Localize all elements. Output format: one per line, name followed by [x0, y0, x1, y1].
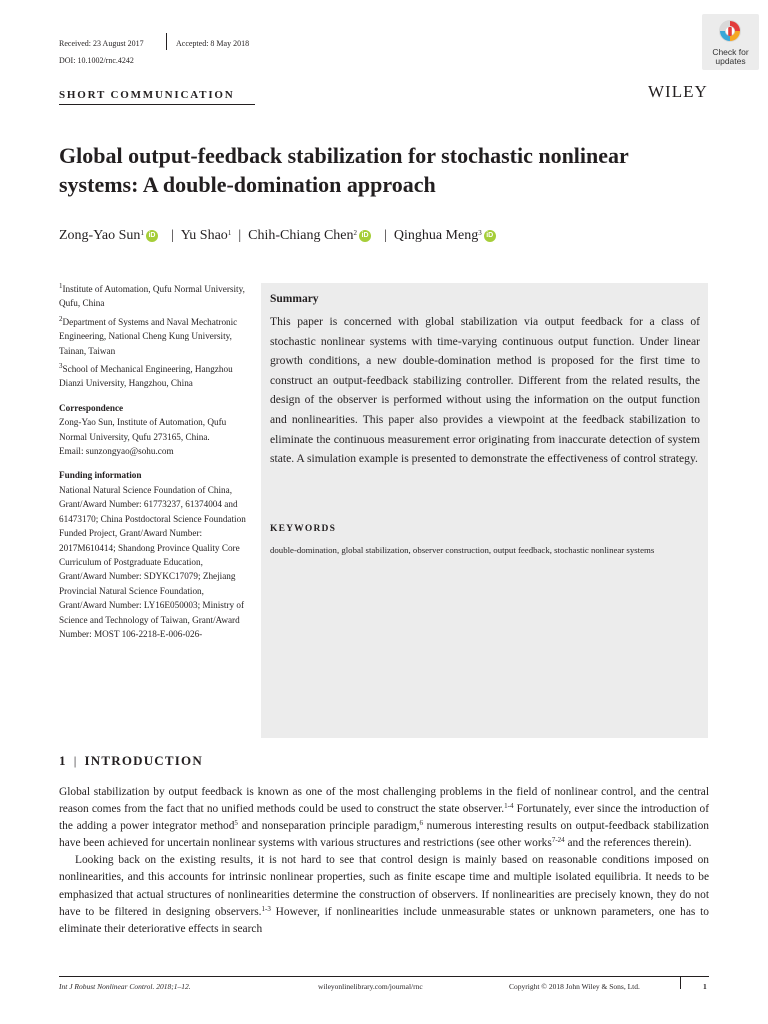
funding-heading: Funding information — [59, 470, 142, 481]
publisher-logo: WILEY — [648, 82, 708, 101]
citation[interactable]: 5 — [234, 819, 238, 828]
paragraph: Global stabilization by output feedback is known as one of the most challenging problems in the field of nonlinear control, and the central reason comes from the fact that no unified methods could be used to construct the state observer.$^{1-4}$ Fortunately, ever since the introduction of the adding a power integrator method$^5$ and nonseparation principle paradigm,$^6$ numerous interesting results on output-feedback stabilization have been achieved for uncertain nonlinear systems with various structures and restrictions (see other works$^{7-24}$ and the references therein). — [59, 786, 710, 850]
correspondence-heading: Correspondence — [59, 402, 124, 413]
paper-title: Global output-feedback stabilization for stochastic nonlinear systems: A double-domination approach — [59, 143, 629, 197]
author-name[interactable]: Yu Shao$^1$ — [180, 228, 232, 243]
badge-line-1: Check for — [712, 47, 749, 57]
copyright: Copyright © 2018 John Wiley & Sons, Ltd. — [509, 982, 640, 991]
keywords-text: double-domination, global stabilization, observer construction, output feedback, stochastic nonlinear systems — [270, 545, 655, 555]
meta-divider — [166, 33, 167, 50]
footer-divider — [680, 977, 681, 989]
citation[interactable]: 7-24 — [551, 836, 565, 845]
summary-text: This paper is concerned with global stabilization via output feedback for a class of stochastic nonlinear systems with time-varying continuous output function. Under linear growth conditions, a new double-domination method is proposed for the first time to construct an output-feedback stabilizing controller. Different from the related results, the design of the observer is performed without using the information on the output function and nonlinearities. This paper also provides a viewpoint at the feedback stabilization to eliminate the continuous measurement error originating from inaccurate detection of system state. A simulation example is presented to demonstrate the effectiveness of control strategy. — [270, 315, 700, 466]
page-number: 1 — [703, 982, 707, 991]
affiliation: $^1$Institute of Automation, Qufu Normal University, Qufu, China — [59, 282, 245, 309]
paragraph: Looking back on the existing results, it is not hard to see that control design is mainly based on reasonable conditions imposed on nonlinearities, and this accounts for intrinsic nonlinear properties, such as finite escape time and multiple isolated equilibria. It needs to be emphasized that actual structures of nonlinearities determine the construction of observers. If nonlinearities are precisely known, they do not have to be filtered in designing observers.$^{1-3}$ However, if nonlinearities include unmeasurable states or unknown parameters, one has to eliminate their deteriorative effects in search — [59, 854, 709, 935]
correspondence-text: Zong-Yao Sun, Institute of Automation, Qufu Normal University, Qufu 273165, China. — [59, 417, 227, 442]
article-info-column — [59, 282, 247, 641]
received-date: Received: 23 August 2017 — [59, 39, 144, 48]
correspondence-email[interactable]: Email: sunzongyao@sohu.com — [59, 446, 174, 457]
author-name[interactable]: Chih-Chiang Chen$^2$ — [248, 228, 358, 243]
author-name[interactable]: Qinghua Meng$^3$ — [393, 228, 482, 243]
affiliation: $^3$School of Mechanical Engineering, Hangzhou Dianzi University, Hangzhou, China — [59, 362, 233, 389]
author-separator: | — [384, 228, 387, 243]
citation[interactable]: 1-4 — [504, 802, 514, 811]
affiliation: $^2$Department of Systems and Naval Mechatronic Engineering, National Cheng Kung University, Tainan, Taiwan — [59, 314, 238, 356]
journal-citation: Int J Robust Nonlinear Control. 2018;1–12. — [59, 982, 191, 991]
funding-text: National Natural Science Foundation of China, Grant/Award Number: 61773237, 61374004 and 61473170; China Postdoctoral Science Foundation Funded Project, Grant/Award Number: 2017M610414; Shandong Province Quality Core Curriculum of Postgraduate Education, Grant/Award Number: SDYKC17079; Zhejiang Provincial Natural Science Foundation, Grant/Award Number: LY16E050003; Ministry of Science and Technology of Taiwan, Grant/Award Number: MOST 106-2218-E-006-026- — [59, 484, 246, 639]
doi[interactable]: DOI: 10.1002/rnc.4242 — [59, 56, 134, 65]
check-for-updates-badge[interactable] — [702, 14, 759, 70]
author-list — [59, 228, 502, 244]
footer-rule — [59, 976, 709, 977]
orcid-icon[interactable]: iD — [359, 230, 371, 242]
citation[interactable]: 6 — [419, 819, 423, 828]
introduction-body — [59, 784, 709, 938]
section-heading: 1 | INTRODUCTION — [59, 753, 203, 768]
author-separator: | — [238, 228, 242, 243]
author-name[interactable]: Zong-Yao Sun$^1$ — [59, 228, 144, 243]
article-type-rule — [59, 104, 255, 105]
orcid-icon[interactable]: iD — [146, 230, 158, 242]
journal-url[interactable]: wileyonlinelibrary.com/journal/rnc — [318, 982, 423, 991]
accepted-date: Accepted: 8 May 2018 — [176, 39, 250, 48]
author-separator: | — [170, 228, 174, 243]
summary-heading: Summary — [270, 293, 319, 305]
crossmark-icon — [718, 19, 742, 43]
orcid-icon[interactable]: iD — [484, 230, 496, 242]
keywords-heading: KEYWORDS — [270, 524, 337, 534]
citation[interactable]: 1-3 — [261, 904, 271, 913]
badge-line-2: updates — [715, 56, 746, 66]
article-type: SHORT COMMUNICATION — [59, 89, 235, 101]
